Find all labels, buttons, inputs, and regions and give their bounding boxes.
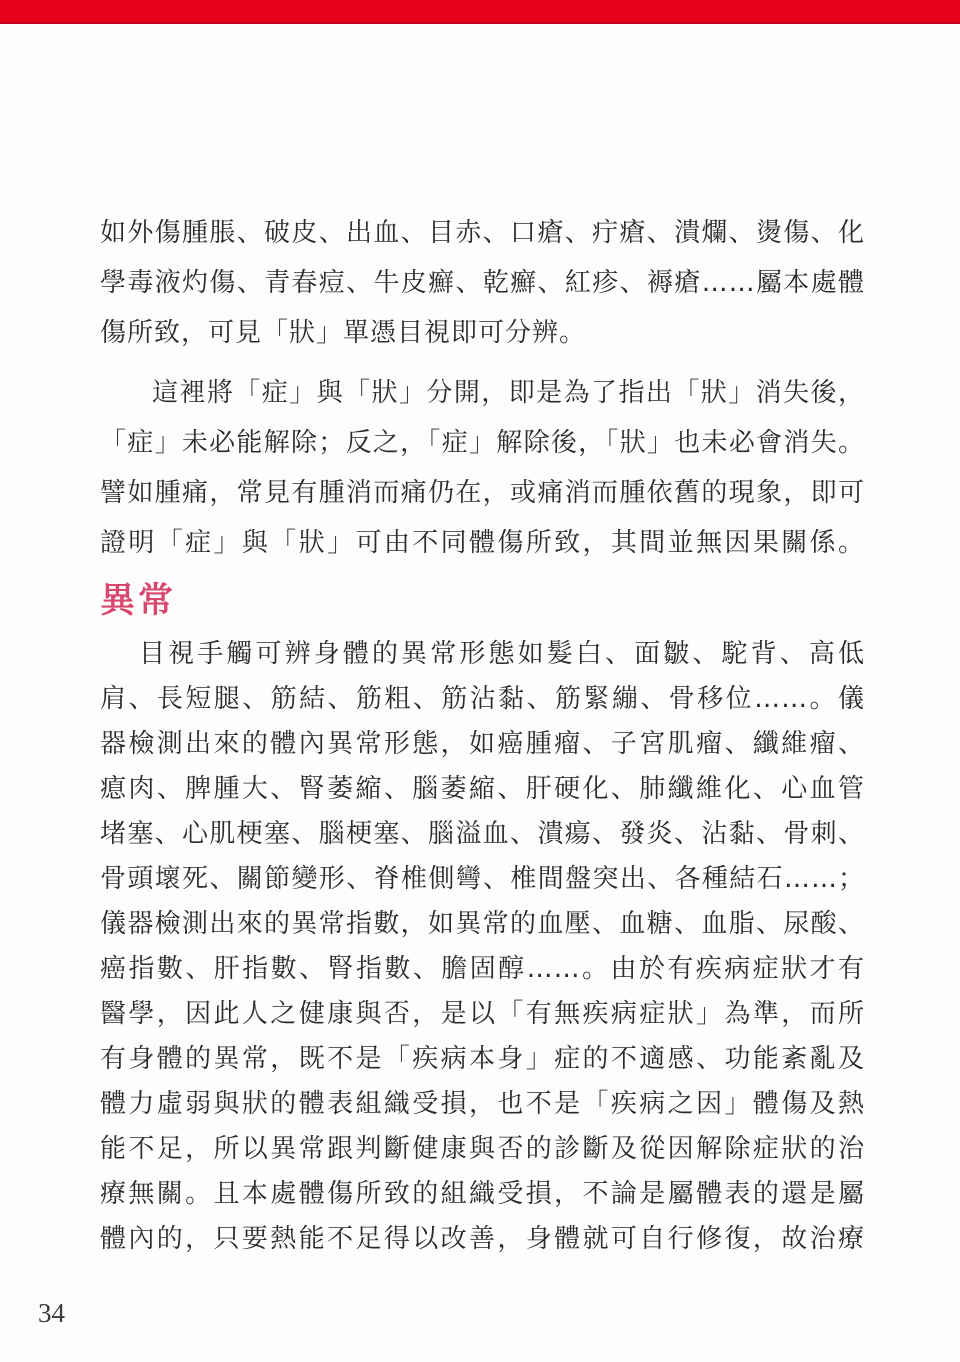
text-line: 目視手觸可辨身體的異常形態如髮白、面皺、駝背、高低 bbox=[139, 639, 865, 669]
text-line: 體內的，只要熱能不足得以改善，身體就可自行修復，故治療 bbox=[100, 1224, 865, 1254]
text-line: 譬如腫痛，常見有腫消而痛仍在，或痛消而腫依舊的現象，即可 bbox=[100, 478, 865, 508]
text-line: 療無關。且本處體傷所致的組織受損，不論是屬體表的還是屬 bbox=[100, 1179, 865, 1209]
text-line: 醫學，因此人之健康與否，是以「有無疾病症狀」為準，而所 bbox=[100, 999, 865, 1029]
page-content bbox=[100, 208, 865, 1272]
section-heading: 異常 bbox=[100, 581, 177, 621]
text-line: 癌指數、肝指數、腎指數、膽固醇……。由於有疾病症狀才有 bbox=[100, 954, 865, 984]
text-line: 骨頭壞死、關節變形、脊椎側彎、椎間盤突出、各種結石……； bbox=[100, 864, 865, 894]
page-header-bar bbox=[0, 0, 960, 24]
text-line: 這裡將「症」與「狀」分開，即是為了指出「狀」消失後， bbox=[152, 378, 865, 408]
text-blocks bbox=[100, 208, 865, 1262]
text-line: 肩、長短腿、筋結、筋粗、筋沾黏、筋緊繃、骨移位……。儀 bbox=[100, 684, 865, 714]
text-line: 證明「症」與「狀」可由不同體傷所致，其間並無因果關係。 bbox=[100, 528, 865, 558]
paragraph bbox=[100, 208, 865, 358]
text-line: 傷所致，可見「狀」單憑目視即可分辨。 bbox=[100, 318, 587, 348]
text-line: 器檢測出來的體內異常形態，如癌腫瘤、子宮肌瘤、纖維瘤、 bbox=[100, 729, 865, 759]
text-line: 「症」未必能解除；反之，「症」解除後，「狀」也未必會消失。 bbox=[100, 428, 865, 458]
text-line: 體力虛弱與狀的體表組織受損，也不是「疾病之因」體傷及熱 bbox=[100, 1089, 865, 1119]
text-line: 如外傷腫脹、破皮、出血、目赤、口瘡、疔瘡、潰爛、燙傷、化 bbox=[100, 218, 865, 248]
paragraph bbox=[100, 632, 865, 1262]
text-line: 堵塞、心肌梗塞、腦梗塞、腦溢血、潰瘍、發炎、沾黏、骨刺、 bbox=[100, 819, 865, 849]
text-line: 儀器檢測出來的異常指數，如異常的血壓、血糖、血脂、尿酸、 bbox=[100, 909, 865, 939]
text-line: 能不足，所以異常跟判斷健康與否的診斷及從因解除症狀的治 bbox=[100, 1134, 865, 1164]
paragraph bbox=[100, 368, 865, 568]
text-line: 有身體的異常，既不是「疾病本身」症的不適感、功能紊亂及 bbox=[100, 1044, 865, 1074]
text-line: 學毒液灼傷、青春痘、牛皮癬、乾癬、紅疹、褥瘡……屬本處體 bbox=[100, 268, 865, 298]
text-line: 瘜肉、脾腫大、腎萎縮、腦萎縮、肝硬化、肺纖維化、心血管 bbox=[100, 774, 865, 804]
page-number: 34 bbox=[38, 1298, 65, 1328]
